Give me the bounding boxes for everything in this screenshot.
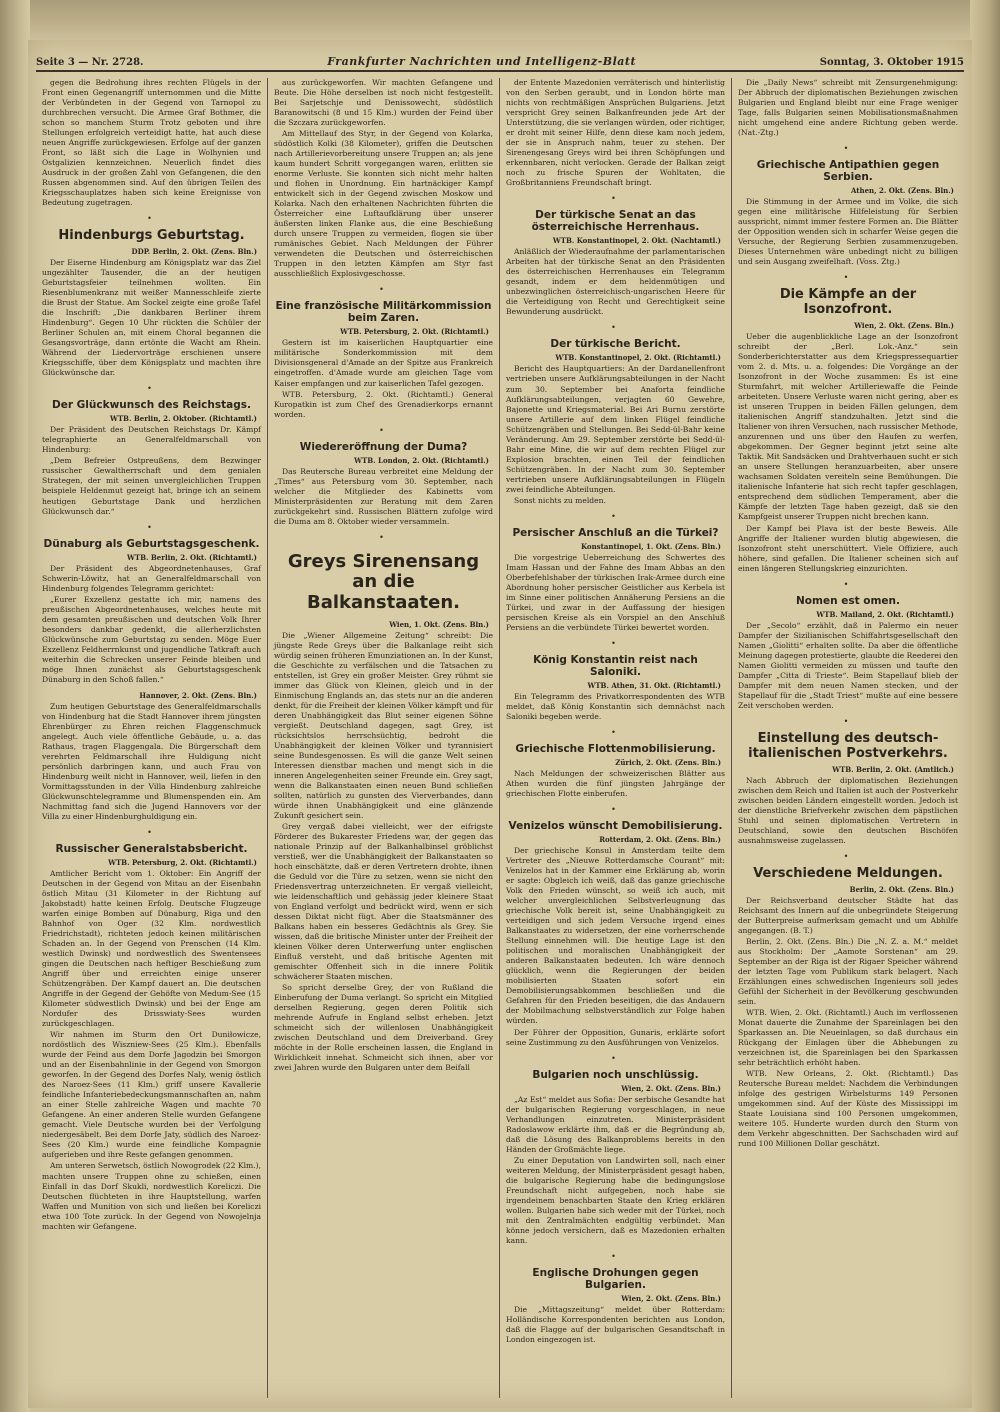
page-right-edge	[970, 0, 1000, 1412]
article-paragraph: „Az Est“ meldet aus Sofia: Der serbische Gesandte hat der bulgarischen Regierung vorgeschlagen, in neue Verhandlungen einzutreten. Ministerpräsident Radoslawow erklärte ihm, daß er die Begründung ab, daß die Lösung des Balkanproblems bereits in den Händen der Großmächte liege.	[506, 1094, 725, 1154]
article-headline: Wiedereröffnung der Duma?	[299, 440, 468, 453]
article-paragraph: Ueber die augenblickliche Lage an der Isonzofront schreibt der „Berl. Lok.-Anz.“ sein Sonderberichterstatter aus dem Kriegspressequartier vom 2. d. Mts. u. a. folgendes: Die Vorgänge an der Isonzofront in der Woche zusammen: Es ist eine Sturmfahrt, mit welcher Artilleriewaffe die Feinde arbeiteten. Unsere Verluste waren nicht gering, aber es ist unseren Truppen in beiden Fällen gelungen, dem italienischen Angriff standzuhalten. Jetzt sind die Italiener von ihren Versuchen, nach russischer Methode, anzurennen und uns über den Haufen zu werfen, abgekommen. Der Gegner beginnt jetzt seine alte Taktik. Mit Sandsäcken und Drahtverhauen sucht er sich an unsere Stellungen heranzuarbeiten, aber unsere wachsamen Soldaten vereiteln seine Bemühungen. Die italienische Infanterie hat sich recht tapfer geschlagen, entsprechend dem südlichen Temperament, aber die Kämpfe der letzten Tage haben gezeigt, daß sie den Kampfgeist unserer Truppen nicht brechen kann.	[738, 332, 958, 522]
article-paragraph: Sonst nichts zu melden.	[514, 495, 606, 505]
column-1	[36, 78, 268, 1398]
article-dateline: Athen, 2. Okt. (Zens. Bln.)	[850, 186, 954, 196]
article-headline: Verschiedene Meldungen.	[753, 865, 943, 881]
article-hannover	[42, 691, 261, 822]
article-paragraph: Am unteren Serwetsch, östlich Nowogrodek (22 Klm.), machten unsere Truppen ohne zu schießen, einen Einfall in das Dorf Skukli, nordwestlich Koreliczi. Die Deutschen flüchteten in ihre Hauptstellung, warfen Waffen und Munition von sich und ließen bei Koreliczi etwa 100 Tote zurück. In der Gegend von Nowojelnja machten wir Gefangene.	[42, 1161, 261, 1231]
article-bulgarien	[506, 1054, 725, 1246]
article-ostfront-cont	[274, 78, 493, 279]
article-separator: •	[611, 194, 620, 204]
newspaper-title: Frankfurter Nachrichten und Intelligenz-Blatt	[327, 55, 637, 68]
article-headline: Der Glückwunsch des Reichstags.	[52, 399, 251, 412]
article-paragraph: Der Führer der Opposition, Gunaris, erklärte sofort seine Zustimmung zu den Ausführungen von Venizelos.	[506, 1027, 725, 1047]
article-dateline: WTB. Berlin, 2. Okt. (Amtlich.)	[832, 764, 954, 774]
article-tuerk-bericht	[506, 323, 725, 505]
article-paragraph: Berlin, 2. Okt. (Zens. Bln.) Die „N. Z. a. M.“ meldet aus Stockholm: Der „Aamote Sorstenan“ am 29. September an der Riga ist der Rigaer Speicher während der letzten Tage vom Publikum stark belagert. Nach Erzählungen eines schwedischen Ingenieurs soll jedes Gefühl der Sicherheit in der Bevölkerung geschwunden sein.	[738, 936, 958, 1006]
article-paragraph: Nach Meldungen der schweizerischen Blätter aus Athen wurden die fünf jüngsten Jahrgänge der griechischen Flotte einberufen.	[506, 769, 725, 799]
article-headline: Englische Drohungen gegen Bulgarien.	[532, 1266, 699, 1291]
article-dateline: Wien, 1. Okt. (Zens. Bln.)	[389, 619, 489, 629]
article-duma	[274, 426, 493, 527]
article-headline: Hindenburgs Geburtstag.	[58, 228, 245, 244]
article-separator: •	[379, 425, 388, 435]
article-paragraph: Die vorgestrige Ueberreichung des Schwertes des Imam Hassan und der Fahne des Imam Abbas an den Oberbefehlshaber der türkischen Irak-Armee durch eine Abordnung hoher persischer Geistlicher aus Kerbela ist im Sinne einer politischen Annäherung Persiens an die Türkei, und zwar in der Auffassung der hiesigen persischen Kreise als ein Vorspiel an den Anschluß Persiens an die verbündete Türkei bewertet worden.	[506, 552, 725, 632]
article-engl-drohungen	[506, 1252, 725, 1345]
issue-date: Sonntag, 3. Oktober 1915	[819, 57, 964, 68]
article-separator: •	[147, 384, 156, 394]
article-nomen-omen	[738, 580, 958, 711]
article-paragraph: Amtlicher Bericht vom 1. Oktober: Ein Angriff der Deutschen in der Gegend von Mitau an der Eisenbahn östlich Mitau (31 Kilometer in der Richtung auf Jakobstadt) hatte keinen Erfolg. Deutsche Flugzeuge warfen einige Bomben auf Dünaburg, Riga und den Bahnhof von Oger (32 Klm. nordwestlich Friedrichstadt), richteten jedoch keinen militärischen Schaden an. In der Gegend von Prenschen (14 Klm. westlich Dwinsk) und nordwestlich des Swentensees gingen die Deutschen nach heftiger Beschießung zum Angriff über und erreichten einige unserer Schützengräben. Der Kampf dauert an. Die deutschen Angriffe in der Gegend der Gehöfte von Medum-See (15 Kilometer südwestlich Dwinsk) und bei der Enge am Nordufer des Drisswiaty-Sees wurden zurückgeschlagen.	[42, 869, 261, 1029]
column-2	[268, 78, 500, 1398]
article-paragraph: Der Präsident des Deutschen Reichstags Dr. Kämpf telegraphierte an Generalfeldmarschall von Hindenburg:	[42, 425, 261, 455]
article-paragraph: Bericht des Hauptquartiers: An der Dardanellenfront vertrieben unsere Aufklärungsabteilungen in der Nacht zum 30. September bei Anaforta feindliche Aufklärungsabteilungen, verjagten 60 Gewehre, Bajonette und Kriegsmaterial. Bei Ari Burnu zerstörte unsere Artillerie auf dem linken Flügel feindliche Schützengräben und Stellungen. Bei Sedd-ül-Bahr keine Veränderung. Am 29. September zerstörte bei Sedd-ül-Bahr eine Mine, die wir auf dem rechten Flügel zur Explosion brachten, einen Teil der feindlichen Schützengräben. In der Nacht zum 30. September vertrieben unsere Aufklärungsabteilungen in Flügeln zwei feindliche Abteilungen.	[506, 364, 725, 494]
article-separator: •	[379, 285, 388, 295]
article-hindenburg	[42, 214, 261, 378]
article-separator: •	[843, 579, 853, 589]
article-dateline: Rotterdam, 2. Okt. (Zens. Bln.)	[599, 835, 721, 845]
article-isonzo	[738, 273, 958, 573]
article-dateline: Berlin, 2. Okt. (Zens. Bln.)	[849, 884, 954, 894]
column-4	[732, 78, 964, 1398]
article-dateline: Zürich, 2. Okt. (Zens. Bln.)	[615, 758, 721, 768]
article-paragraph: Das Reutersche Bureau verbreitet eine Meldung der „Times“ aus Petersburg vom 30. September, nach welcher die Mitglieder des Kabinetts vom Ministerpräsidenten zur Beratung mit dem Zaren zurückgekehrt sind. Russischen Blättern zufolge wird die Duma am 8. Oktober wieder versammeln.	[274, 466, 493, 526]
article-daily-news	[738, 78, 958, 138]
page-top-shadow	[0, 0, 1000, 42]
article-dateline: WTB. Athen, 31. Okt. (Richtamtl.)	[587, 681, 721, 690]
article-separator: •	[843, 273, 853, 283]
article-headline: König Konstantin reist nach Saloniki.	[533, 653, 698, 678]
article-dateline: Wien, 2. Okt. (Zens. Bln.)	[621, 1083, 721, 1093]
article-paragraph: Der Eiserne Hindenburg am Königsplatz war das Ziel ungezählter Tausender, die an der heutigen Geburtstagsfeier teilnehmen wollten. Ein Riesenblumenkranz mit weißer Mannesschleife zierte die Brust der Statue. Am Sockel zeigte eine große Tafel die Inschrift: „Die dankbaren Berliner ihrem Hindenburg“. Gegen 10 Uhr rückten die Schüler der Berliner Schulen an, mit einem Choral begannen die Gesangsvorträge, dann ertönte die Wacht am Rhein. Während der Liedervorträge erschienen unsere Kriegsschiffe, über dem Königsplatz und machten ihre Glückwünsche dar.	[42, 258, 261, 378]
article-separator: •	[611, 323, 620, 333]
article-separator: •	[147, 522, 156, 532]
article-griech-flotte	[506, 728, 725, 799]
article-separator: •	[611, 728, 620, 738]
column-3	[500, 78, 732, 1398]
article-paragraph: „Dem Befreier Ostpreußens, dem Bezwinger russischer Gewaltherrschaft und dem genialen Strategen, der mit seinen unvergleichlichen Truppen beispiele Heldenmut gezeigt hat, bringe ich an seinem heutigen Geburtstage Dank und herzlichen Glückwunsch dar.“	[42, 456, 261, 516]
article-dateline: Hannover, 2. Okt. (Zens. Bln.)	[139, 690, 257, 700]
article-separator: •	[611, 638, 620, 648]
article-separator: •	[379, 532, 388, 542]
article-paragraph: Der griechische Konsul in Amsterdam teilte dem Vertreter des „Nieuwe Rotterdamsche Courant“ mit: Venizelos hat in der Kammer eine Erklärung ab, worin er sagte: Obgleich ich weiß, daß das ganze griechische Volk den Frieden wünscht, so weiß ich auch, mit welcher unvergleichlichen Selbstverleugnung das griechische Volk bereit ist, seine Unabhängigkeit zu verteidigen und sich jedem Versuche irgend eines Balkanstaates zu widersetzen, der eine vorherrschende Stellung einnehmen will. Die heutige Lage ist den politischen und moralischen Unabhängigkeit der anderen Balkanstaaten bedeuten. Ich wäre dennoch glücklich, wenn die Regierungen der beiden mobilisierten Staaten sofort ein Demobilisierungsabkommen beschließen und die Gefahren für den Frieden beseitigen, die das Andauern der Mobilmachung selbstverständlich zur Folge haben würden.	[506, 846, 725, 1026]
article-paragraph: Die „Daily News“ schreibt mit Zensurgenehmigung: Der Abbruch der diplomatischen Beziehungen zwischen Bulgarien und England bleibt nur eine Frage weniger Tage, falls Bulgarien seinen Mobilisationsmaßnahmen nicht umgehend eine andere Richtung geben werde. (Nat.-Ztg.)	[738, 78, 958, 138]
article-antipathien	[738, 144, 958, 267]
article-dateline: Konstantinopel, 1. Okt. (Zens. Bln.)	[580, 541, 721, 551]
article-herrenhaus	[506, 194, 725, 317]
article-dateline: Wien, 2. Okt. (Zens. Bln.)	[621, 1293, 721, 1303]
article-headline: Bulgarien noch unschlüssig.	[532, 1068, 699, 1081]
article-headline: Griechische Antipathien gegen Serbien.	[756, 159, 940, 184]
binding-edge	[0, 0, 30, 1412]
article-paragraph: Am Mittellauf des Styr, in der Gegend von Kolarka, südöstlich Kolki (38 Kilometer), griffen die Deutschen nach Artillerievorbereitung unsere Truppen an; als jene kaum hundert Schritt vorgegangen waren, erlitten sie enorme Verluste. Sie konnten sich nicht mehr halten und flohen in Unordnung. Ein hartnäckiger Kampf entwickelt sich in der Gegend zwischen Moskow und Kolarka. Nach den erhaltenen Nachrichten führten die Österreicher eine Luftaufklärung über unserer äußersten linken Flanke aus, die eine Beschießung durch unsere Truppen zu vermeiden, flogen sie über rumänisches Gebiet. Nach Meldungen der Führer verwendeten die Deutschen und österreichischen Truppen in den letzten Kämpfen am Styr fast ausschließlich Explosivgeschosse.	[274, 129, 493, 279]
article-paragraph: Der Präsident des Abgeordnetenhauses, Graf Schwerin-Löwitz, hat an Generalfeldmarschall von Hindenburg folgendes Telegramm gerichtet:	[42, 563, 261, 593]
article-headline: Eine französische Militärkommission beim Zaren.	[275, 300, 492, 325]
article-dateline: WTB. Berlin, 2. Oktober. (Richtamtl.)	[109, 414, 257, 424]
article-dateline: WTB. Petersburg, 2. Okt. (Richtamtl.)	[340, 327, 489, 337]
article-paragraph: WTB. Wien, 2. Okt. (Richtamtl.) Auch im verflossenen Monat dauerte die Zunahme der Spareinlagen bei den Sparkassen an. Die Neueinlagen, so daß durchaus ein Rückgang der Einlagen über die Abhebungen zu verzeichnen ist, die Spareinlagen bei den Sparkassen sehr beträchtlich erhöht haben.	[738, 1007, 958, 1067]
article-paragraph: Der Kampf bei Plava ist der beste Beweis. Alle Angriffe der Italiener wurden blutig abgewiesen, die Isonzofront steht unerschüttert. Viele Offiziere, auch höhere, sind gefallen. Die Italiener scheinen sich auf einen längeren Stellungskrieg einzurichten.	[738, 523, 958, 573]
article-paragraph: Wir nahmen im Sturm den Ort Duniłowicze, nordöstlich des Wiszniew-Sees (25 Klm.). Ebenfalls wurde der Feind aus dem Dorfe Jagodzin bei Smorgon und an der Eisenbahnlinie in der Gegend von Smorgon geworfen. In der Gegend des Dorfes Naly, wenig östlich des Naroez-Sees (11 Klm.) griff unsere Kavallerie feindliche Infanteriebedeckungsmannschaften an, nahm an einer Stelle zahlreiche Wagen und machte 70 Gefangene. An einer anderen Stelle wurden Gefangene gemacht. Viele Deutsche wurden bei der Verfolgung niedergesäbelt. Bei dem Dorfe Jaty, südlich des Naroez-Sees (20 Klm.) wurde eine feindliche Kompagnie aufgerieben und ihre Reste gefangen genommen.	[42, 1030, 261, 1160]
article-dateline: WTB. Berlin, 2. Okt. (Richtamtl.)	[127, 552, 257, 562]
article-separator: •	[843, 716, 853, 726]
article-paragraph: Nach Abbruch der diplomatischen Beziehungen zwischen dem Reich und Italien ist auch der Postverkehr zwischen beiden Ländern eingestellt worden. Jedoch ist der dienstliche Briefverkehr zwischen dem päpstlichen Stuhl und seinen diplomatischen Vertretern in Deutschland, sowie den deutschen Bischöfen ausnahmsweise zugelassen.	[738, 775, 958, 845]
article-headline: Der türkische Bericht.	[550, 338, 681, 351]
article-separator: •	[147, 827, 156, 837]
running-header	[36, 52, 964, 72]
article-separator: •	[611, 1053, 620, 1063]
article-paragraph: Der „Secolo“ erzählt, daß in Palermo ein neuer Dampfer der Sizilianischen Schiffahrtsgesellschaft den Namen „Giolitti“ erhalten sollte. Da aber die öffentliche Meinung dagegen protestierte, glaubte die Reederei den Namen Giolitti vermeiden zu müssen und taufte den Dampfer „Citta di Trieste“. Beim Stapellauf blieb der Dampfer mit dem neuen Namen stecken, und der Stapellauf für die „Stadt Triest“ mußte auf eine bessere Zeit verschoben werden.	[738, 620, 958, 710]
article-paragraph: Ein Telegramm des Privatkorrespondenten des WTB meldet, daß König Konstantin sich demnächst nach Saloniki begeben werde.	[506, 692, 725, 722]
article-headline: Die Kämpfe an der Isonzofront.	[779, 287, 917, 318]
article-duenaburg	[42, 523, 261, 685]
article-paragraph: aus zurückgeworfen. Wir machten Gefangene und Beute. Die Höhe derselben ist noch nicht festgestellt. Bei Sarjetschje und Denissowecht, südöstlich Baranowitschi (8 und 15 Klm.) wurden der Feind über die Szczara zurückgeworfen.	[274, 78, 493, 128]
article-headline: Russischer Generalstabsbericht.	[55, 842, 248, 855]
article-paragraph: „Eurer Exzellenz gestatte ich mir, namens des preußischen Abgeordnetenhauses, welches heute mit dem gesamten preußischen und deutschen Volk Ihrer besonders dankbar gedenkt, die allerherzlichsten Glückwünsche zum Geburtstag zu senden. Möge Euer Exzellenz Feldherrnkunst und jugendliche Tatkraft auch weiterhin die Schrecken unserer Feinde bleiben und möge Ihnen zunächst als Geburtstagsgeschenk Dünaburg in den Schoß fallen.“	[42, 594, 261, 684]
article-dateline: WTB. Petersburg, 2. Okt. (Richtamtl.)	[108, 858, 257, 868]
article-headline: Venizelos wünscht Demobilisierung.	[508, 820, 723, 833]
article-dateline: WTB. Konstantinopel, 2. Okt. (Richtamtl.)	[555, 353, 721, 363]
article-pers-anschluss	[506, 512, 725, 633]
article-paragraph: WTB. New Orleans, 2. Okt. (Richtamtl.) Das Reutersche Bureau meldet: Nachdem die Verbindungen infolge des gestrigen Wirbelsturms 149 Personen umgekommen sind. Auf der Küste des Mississippi im Staate Louisiana sind 100 Personen umgekommen, weitere 105. Hunderte wurden durch den Sturm von dem Verkehr abgeschnitten. Der Sachschaden wird auf rund 100 Millionen Dollar geschätzt.	[738, 1068, 958, 1149]
article-dateline: DDP. Berlin, 2. Okt. (Zens. Bln.)	[131, 247, 257, 257]
article-westfront-cont	[42, 78, 261, 208]
article-paragraph: Grey vergaß dabei vielleicht, wer der eifrigste Förderer des Bukarester Friedens war, der gegen das nationale Prinzip auf der Balkanhalbinsel gröblichst verstieß, wer die Unabhängigkeit der Balkanstaaten so hoch einschätzte, daß er deren Vertretern drohte, ihnen die Geduld vor die Türe zu setzen, wenn sie nicht den Friedensvertrag unterzeichneten. Er vergaß vielleicht, wie leidenschaftlich und gehässig jeder kleinere Staat von England verfolgt und bedrückt wird, wenn er sich dessen Diktat nicht fügt. Aber die Staatsmänner des Balkans haben ein besseres Gedächtnis als Grey. Sie wissen, daß die britische Minister unter der Freiheit der kleinen Völker deren Unterwerfung unter englischen Einfluß versteht, und daß britische Agenten mit gemischter Offenheit sich in die innere Politik schwächerer Staaten mischen.	[274, 822, 493, 982]
article-separator: •	[611, 1251, 620, 1261]
article-paragraph: Zu einer Deputation von Landwirten soll, nach einer weiteren Meldung, der Ministerpräsident gesagt haben, die bulgarische Regierung habe die bedingungslose Freundschaft nicht aufgegeben, noch habe sie irgendeinem benachbarten Staate den Krieg erklären wollen. Bulgarien habe sich weder mit der Türkei, noch mit den Zentralmächten endgültig verbündet. Man könne jedoch versichern, daß es Mazedonien erhalten kann.	[506, 1155, 725, 1245]
article-headline: Griechische Flottenmobilisierung.	[515, 743, 716, 756]
article-paragraph: Zum heutigen Geburtstage des Generalfeldmarschalls von Hindenburg hat die Stadt Hannover ihrem jüngsten Ehrenbürger zu Ehren reichen Flaggenschmuck angelegt. Auch viele öffentliche Gebäude, u. a. das Rathaus, tragen Flaggengala. Die Bürgerschaft dem verehrten Feldmarschall ihre Huldigung nicht persönlich darbringen kann, und auch Frau von Hindenburg weilt nicht in Hannover, weil, liefen in den Vormittagsstunden in der Villa Hindenburg zahlreiche Glückwunschtelegramme und Blumenspenden ein. Am Nachmittag fand sich die Jugend Hannovers vor der Villa zu einer Hindenburghuldigung ein.	[42, 701, 261, 821]
article-konstantin	[506, 639, 725, 722]
article-paragraph: gegen die Bedrohung ihres rechten Flügels in der Front einen Gegenangriff unternommen und die Mitte der Verbündeten in der Gegend von Tarnopol zu durchbrechen versucht. Die Armee Graf Bothmer, die schon so manchem Sturm Trotz geboten und ihre Stellungen erfolgreich verteidigt hatte, hat auch diese neuen Angriffe zurückgewiesen. Erfolge auf der ganzen Front, so läßt sich die Lage in Wolhynien und Ostgalizien kennzeichnen. Neuerlich findet dies Ausdruck in der großen Zahl von Gefangenen, die den Russen abgenommen sind. Auf den übrigen Teilen des Kriegsschauplatzes haben sich keine Ereignisse von Bedeutung zugetragen.	[42, 78, 261, 208]
article-separator: •	[147, 214, 156, 224]
article-postverkehr	[738, 717, 958, 846]
article-paragraph: der Entente Mazedonien verräterisch und hinterlistig von den Serben geraubt, und in London hörte man nichts von rechtmäßigen Ansprüchen Bulgariens. Jetzt verspricht Grey seinen Balkanfreunden jede Art der Unterstützung, die sie verlangen würden, oder richtiger, er droht mit seiner Hilfe, denn diese kam noch jedem, der sie in Anspruch nahm, teuer zu stehen. Der Sirenengesang Greys wird bei ihren Schöpfungen und erkennbaren, nicht verlocken. Gerade der Balkan zeigt noch zu frische Spuren der Wohltaten, die Großbritanniens Freundschaft bringt.	[506, 78, 725, 188]
article-separator: •	[843, 144, 853, 154]
article-paragraph: So spricht derselbe Grey, der von Rußland die Einberufung der Duma verlangt. So spricht ein Mitglied derselben Regierung, gegen deren Politik sich mehrende Aufrufe in England selbst erheben. Jetzt schmeicht sich der willenlosen Unabhängigkeit zwischen Deutschland und dem Dreiverband. Grey möchte in der Rolle erscheinen lassen, die England in Wirklichkeit innehat. Schmeicht sich ihnen, aber vor zwei Jahren wurde den Bulgaren unter dem Beifall	[274, 983, 493, 1073]
article-balkan-cont	[506, 78, 725, 188]
article-franz-kommission	[274, 285, 493, 419]
page-number: Seite 3 — Nr. 2728.	[36, 57, 144, 68]
article-separator: •	[611, 805, 620, 815]
article-paragraph: Gestern ist im kaiserlichen Hauptquartier eine militärische Sonderkommission mit dem Divisionsgeneral d'Amade an der Spitze aus Frankreich eingetroffen. d'Amade wurde am gleichen Tage vom Kaiser empfangen und zur kaiserlichen Tafel gezogen.	[274, 338, 493, 388]
article-separator: •	[611, 511, 620, 521]
article-paragraph: Die Stimmung in der Armee und im Volke, die sich gegen eine militärische Hilfeleistung für Serbien ausspricht, nimmt immer festere Formen an. Die Blätter der Opposition wenden sich in scharfer Weise gegen die Versuche, der Regierung Serbien zusammenzugeben. Dieses Unternehmen wäre unbedingt nicht zu billigen und sein Ausgang zweifelhaft. (Voss. Ztg.)	[738, 197, 958, 267]
article-greys-sirenensang	[274, 533, 493, 1074]
article-headline: Dünaburg als Geburtstagsgeschenk.	[43, 537, 260, 550]
article-reichstag	[42, 384, 261, 516]
article-headline: Einstellung des deutsch-italienischen Postverkehrs.	[748, 730, 948, 761]
text-columns	[36, 78, 964, 1398]
article-paragraph: Die „Wiener Allgemeine Zeitung“ schreibt: Die jüngste Rede Greys über die Balkanlage reiht sich würdig seinen früheren Emunziationen an. In der Kunst, die Geschichte zu verfälschen und die Tatsachen zu entstellen, ist Grey ein großer Meister. Grey rühmt sie immer das Glück von Kleinen, gleich und in der Einmischung Englands an, das stets nur an die anderen denkt, für die Freiheit der kleinen Völker kämpft und für deren Unabhängigkeit das Blut seiner eigenen Söhne vergießt. Deutschland dagegen, sagt Grey, ist rücksichtslos herrschsüchtig, bedroht die Unabhängigkeit der kleinen Völker und tyrannisiert seine Bundesgenossen. Es will die ganze Welt seinen Interessen dienstbar machen und mengt sich in die inneren Angelegenheiten seiner Freunde ein. Grey sagt, wenn die Balkanstaaten einen neuen Bund schließen sollten, natürlich zu gunsten des Vierverbandes, dann würde ihnen Unabhängigkeit und eine glänzende Zukunft gesichert sein.	[274, 630, 493, 821]
article-russ-generalstab	[42, 828, 261, 1232]
article-headline: Der türkische Senat an das österreichische Herrenhaus.	[531, 209, 700, 234]
article-dateline: WTB. Konstantinopel, 2. Okt. (Nachtamtl.)	[552, 236, 721, 246]
article-paragraph: Anläßlich der Wiederaufnahme der parlamentarischen Arbeiten hat der türkische Senat an den Präsidenten des österreichischen Herrenhauses ein Telegramm gesandt, indem er dem heldenmütigen und unbezwinglichen österreichisch-ungarischen Heere für die Verteidigung von Recht und Gerechtigkeit seine Bewunderung ausdrückt.	[506, 247, 725, 317]
article-paragraph: WTB. Petersburg, 2. Okt. (Richtamtl.) General Kuropatkin ist zum Chef des Grenadierkorps ernannt worden.	[274, 389, 493, 419]
article-verschiedene	[738, 852, 958, 1149]
article-dateline: WTB. London, 2. Okt. (Richtamtl.)	[354, 455, 489, 465]
article-headline: Persischer Anschluß an die Türkei?	[512, 526, 719, 539]
article-headline: Nomen est omen.	[796, 594, 900, 607]
article-paragraph: Die „Mittagszeitung“ meldet über Rotterdam: Holländische Korrespondenten berichten aus London, daß die Flagge auf der bulgarischen Gesandtschaft in London eingezogen ist.	[506, 1304, 725, 1344]
article-dateline: WTB. Mailand, 2. Okt. (Richtamtl.)	[816, 609, 954, 619]
article-paragraph: Der Reichsverband deutscher Städte hat das Reichsamt des Innern auf die unbegründete Steigerung der Butterpreise aufmerksam gemacht und um Abhilfe angegangen. (B. T.)	[738, 895, 958, 935]
article-separator: •	[843, 851, 853, 861]
article-dateline: Wien, 2. Okt. (Zens. Bln.)	[854, 321, 954, 331]
article-headline: Greys Sirenensang an die Balkanstaaten.	[287, 550, 480, 614]
article-venizelos	[506, 805, 725, 1047]
